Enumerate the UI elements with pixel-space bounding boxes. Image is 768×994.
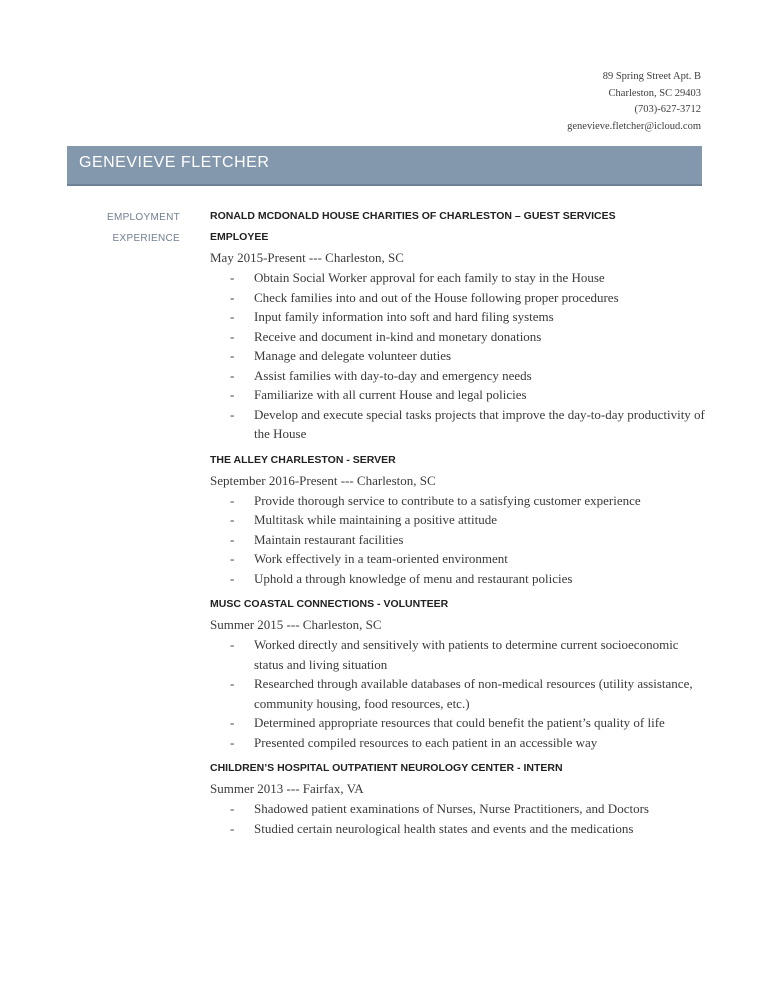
duty-text: Check families into and out of the House following proper procedures [254,289,619,305]
job-date: Summer 2015 --- Charleston, SC [210,617,382,632]
duty-item: - Familiarize with all current House and legal policies [230,387,527,402]
job-entry [210,594,710,752]
duty-list [210,635,710,752]
duty-text: Studied certain neurological health states and events and the medications [254,820,634,836]
duty-text: Determined appropriate resources that could benefit the patient’s quality of life [254,715,665,730]
duty-text: Work effectively in a team-oriented environment [254,551,508,566]
duty-text: Provide thorough service to contribute to a satisfying customer experience [254,492,641,508]
duty-text: Researched through available databases of non-medical resources (utility assistance, community housing, food resources, etc.) [254,676,693,711]
duty-list [210,268,710,444]
duty-item: - Maintain restaurant facilities [230,531,404,547]
name-banner [67,146,702,186]
duty-text: Shadowed patient examinations of Nurses, Nurse Practitioners, and Doctors [254,801,649,816]
duty-item: - Worked directly and sensitively with patients to determine current socioeconomic status and living situation [230,637,679,672]
duty-item: - Receive and document in-kind and monetary donations [230,328,542,344]
contact-email: genevieve.fletcher@icloud.com [567,120,701,132]
section-label-line1: EMPLOYMENT [106,212,180,223]
duty-item: - Input family information into soft and hard filing systems [230,309,554,324]
job-title: MUSC COASTAL CONNECTIONS - VOLUNTEER [210,598,449,610]
duty-text: Multitask while maintaining a positive attitude [254,512,497,527]
job-title [210,206,710,248]
contact-street: 89 Spring Street Apt. B [602,71,701,82]
duty-text: Uphold a through knowledge of menu and restaurant policies [254,570,573,586]
job-title: CHILDREN’S HOSPITAL OUTPATIENT NEUROLOGY CENTER - INTERN [210,762,563,774]
job-entry [210,758,710,838]
duty-item: - Studied certain neurological health states and events and the medications [230,820,634,836]
duty-item: - Obtain Social Worker approval for each family to stay in the House [230,270,605,285]
contact-city: Charleston, SC 29403 [608,87,701,99]
section-label-line2: EXPERIENCE [112,233,180,244]
duty-text: Assist families with day-to-day and emergency needs [254,367,532,383]
duty-item: - Check families into and out of the House following proper procedures [230,289,619,305]
job-date: September 2016-Present --- Charleston, SC [210,472,436,488]
duty-text: Maintain restaurant facilities [254,531,404,547]
duty-text: Presented compiled resources to each patient in an accessible way [254,734,598,750]
job-entry [210,206,710,444]
employment-list [210,206,710,844]
job-date: May 2015-Present --- Charleston, SC [210,250,404,265]
duty-item: - Researched through available databases of non-medical resources (utility assistance, community housing, food resources, etc.) [230,676,693,711]
duty-item: - Manage and delegate volunteer duties [230,348,452,363]
contact-phone: (703)-627-3712 [634,104,701,115]
candidate-name: GENEVIEVE FLETCHER [79,154,270,171]
duty-item: - Shadowed patient examinations of Nurses, Nurse Practitioners, and Doctors [230,801,649,816]
section-label [82,207,180,249]
duty-item: - Provide thorough service to contribute to a satisfying customer experience [230,492,641,508]
duty-text: Worked directly and sensitively with patients to determine current socioeconomic status and living situation [254,637,679,672]
duty-text: Input family information into soft and hard filing systems [254,309,554,324]
job-title: THE ALLEY CHARLESTON - SERVER [210,453,396,466]
duty-list [210,491,710,589]
duty-text: Receive and document in-kind and monetary donations [254,328,542,344]
duty-text: Develop and execute special tasks projects that improve the day-to-day productivity of the House [254,406,705,441]
duty-item: - Presented compiled resources to each patient in an accessible way [230,734,598,750]
job-title-line: EMPLOYEE [210,231,269,243]
job-title-line: RONALD MCDONALD HOUSE CHARITIES OF CHARLESTON – GUEST SERVICES [210,210,616,222]
duty-item: - Multitask while maintaining a positive attitude [230,512,497,527]
duty-item: - Work effectively in a team-oriented environment [230,551,508,566]
duty-text: Manage and delegate volunteer duties [254,348,452,363]
duty-item: - Determined appropriate resources that could benefit the patient’s quality of life [230,715,665,730]
duty-item: - Develop and execute special tasks projects that improve the day-to-day productivity of the House [230,406,705,441]
job-date: Summer 2013 --- Fairfax, VA [210,781,364,796]
contact-block [567,69,701,135]
duty-text: Familiarize with all current House and legal policies [254,387,527,402]
duty-list [210,799,710,838]
duty-item: - Assist families with day-to-day and emergency needs [230,367,532,383]
job-entry [210,450,710,589]
duty-text: Obtain Social Worker approval for each family to stay in the House [254,270,605,285]
duty-item: - Uphold a through knowledge of menu and restaurant policies [230,570,573,586]
